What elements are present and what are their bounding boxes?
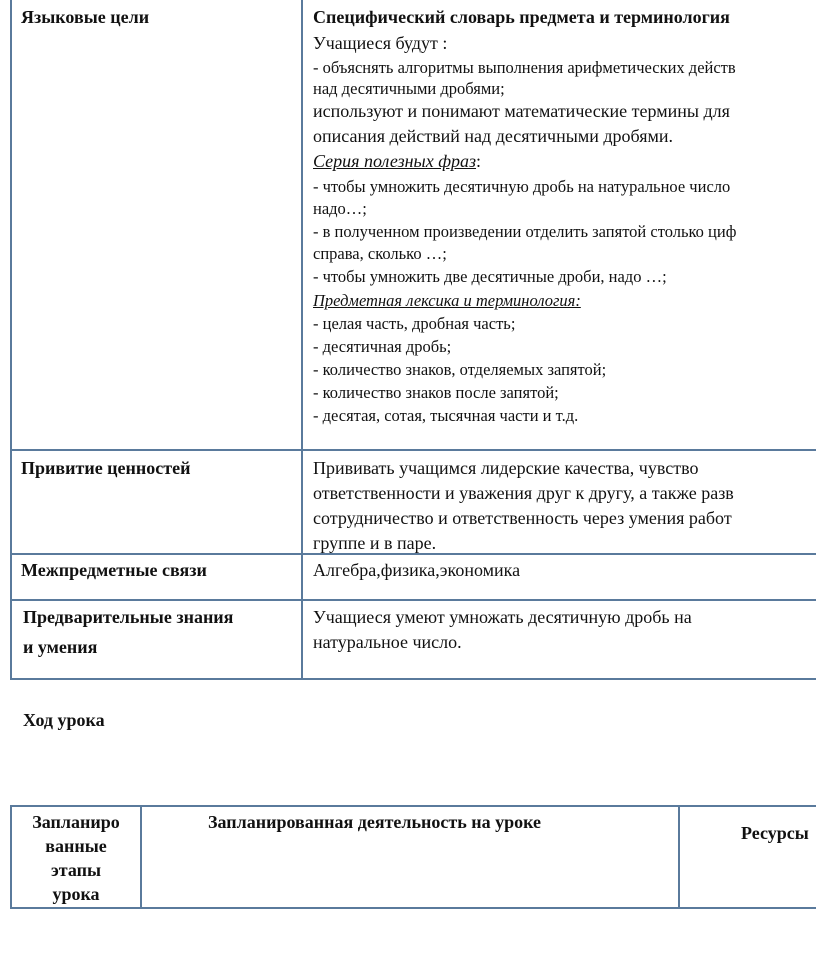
table-divider <box>10 599 816 601</box>
prior-knowledge-text: Учащиеся умеют умножать десятичную дробь на <box>313 607 692 627</box>
header-activity: Запланированная деятельность на уроке <box>208 812 542 832</box>
header-resources: Ресурсы <box>741 823 809 843</box>
table-border <box>678 805 680 909</box>
lexicon-item: - целая часть, дробная часть; <box>313 314 516 333</box>
lexicon-item: - количество знаков после запятой; <box>313 383 559 402</box>
table-divider <box>10 805 816 807</box>
values-text-line: Прививать учащимся лидерские качества, чувство <box>313 458 699 478</box>
values-text-line: сотрудничество и ответственность через умения работ <box>313 508 732 528</box>
phrases-heading: Серия полезных фраз: <box>313 151 482 171</box>
lexicon-item: - десятичная дробь; <box>313 337 452 356</box>
row-label-prior-knowledge: Предварительные знания <box>23 607 234 627</box>
goal-item: над десятичными дробями; <box>313 79 505 98</box>
phrase-item: надо…; <box>313 199 367 218</box>
goal-item: описания действий над десятичными дробями. <box>313 126 674 146</box>
vocab-title: Специфический словарь предмета и терминология <box>313 7 730 27</box>
row-label-language-goals: Языковые цели <box>21 7 150 27</box>
interdisciplinary-text: Алгебра,физика,экономика <box>313 560 521 580</box>
header-stages: этапы <box>50 860 102 880</box>
table-border <box>140 805 142 909</box>
phrase-item: - чтобы умножить десятичную дробь на натуральное число <box>313 177 731 196</box>
phrase-item: - в полученном произведении отделить запятой столько циф <box>313 222 737 241</box>
lesson-course-heading: Ход урока <box>23 710 105 730</box>
table-divider <box>10 449 816 451</box>
header-stages: урока <box>52 884 100 904</box>
header-stages: Запланиро <box>32 812 120 832</box>
table-border <box>10 0 12 680</box>
values-text-line: группе и в паре. <box>313 533 437 553</box>
prior-knowledge-text: натуральное число. <box>313 632 462 652</box>
values-text-line: ответственности и уважения друг к другу, а также разв <box>313 483 734 503</box>
row-label-values: Привитие ценностей <box>21 458 191 478</box>
intro-text: Учащиеся будут : <box>313 33 448 53</box>
lexicon-item: - количество знаков, отделяемых запятой; <box>313 360 607 379</box>
header-stages: ванные <box>45 836 107 856</box>
row-label-prior-knowledge-2: и умения <box>23 637 98 657</box>
goal-item: - объяснять алгоритмы выполнения арифметических действ <box>313 58 736 77</box>
table-divider <box>10 907 816 909</box>
phrase-item: - чтобы умножить две десятичные дроби, надо …; <box>313 267 667 286</box>
row-label-interdisciplinary: Межпредметные связи <box>21 560 207 580</box>
table-divider <box>10 678 816 680</box>
phrase-item: справа, сколько …; <box>313 244 447 263</box>
table-border <box>301 0 303 680</box>
lexicon-item: - десятая, сотая, тысячная части и т.д. <box>313 406 579 425</box>
lexicon-heading: Предметная лексика и терминология: <box>313 291 581 310</box>
goal-item: используют и понимают математические термины для <box>313 101 730 121</box>
